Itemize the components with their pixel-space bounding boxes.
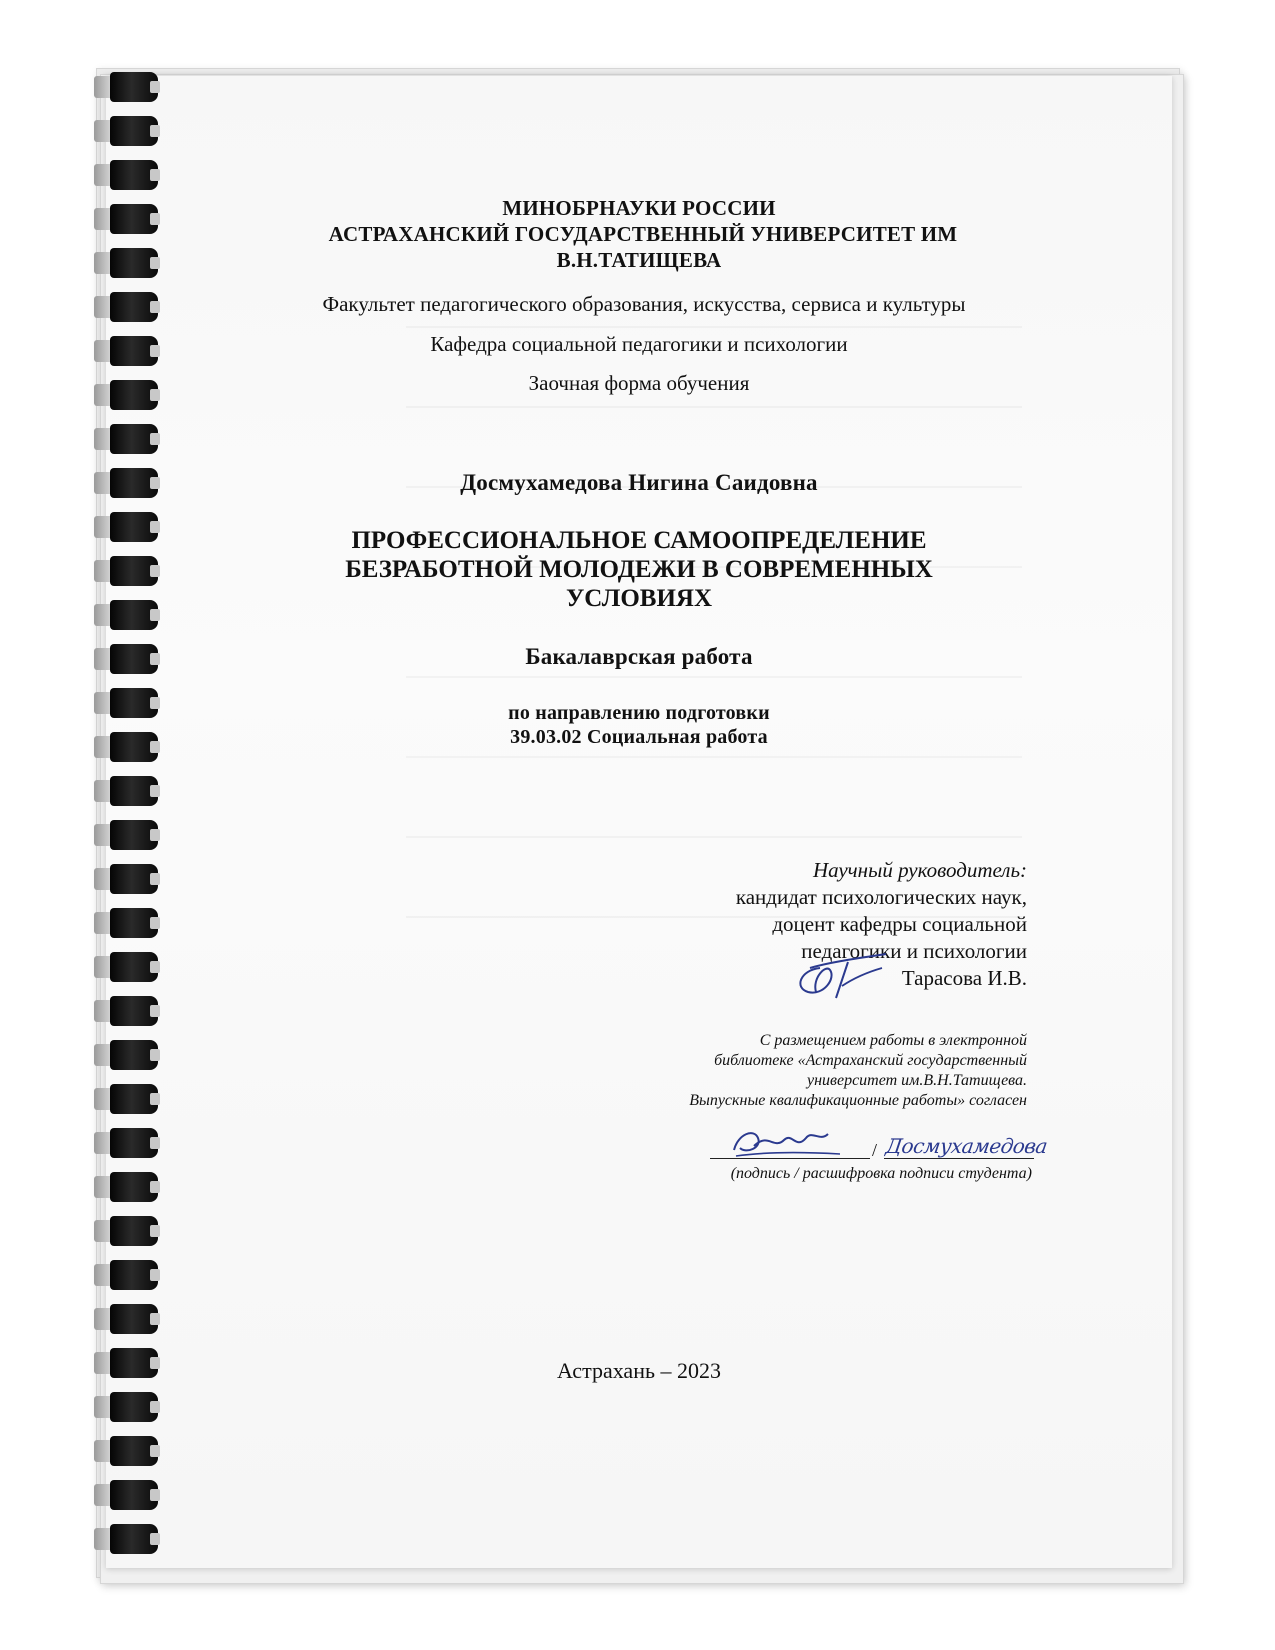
- study-form: Заочная форма обучения: [528, 371, 750, 395]
- department-name: Кафедра социальной педагогики и психологии: [430, 332, 848, 356]
- consent-line3: университет им.В.Н.Татищева.: [806, 1072, 1027, 1089]
- binding-coil: [88, 864, 160, 898]
- supervisor-name: Тарасова И.В.: [901, 966, 1027, 990]
- binding-coil: [88, 1480, 160, 1514]
- binding-coil: [88, 952, 160, 986]
- binding-coil: [88, 1040, 160, 1074]
- binding-coil: [88, 512, 160, 546]
- binding-coil: [88, 1436, 160, 1470]
- signature-decoding-line: [884, 1158, 1034, 1159]
- binding-coil: [88, 820, 160, 854]
- consent-line2: библиотеке «Астраханский государственный: [714, 1052, 1027, 1069]
- binding-coil: [88, 644, 160, 678]
- thesis-title-line3: УСЛОВИЯХ: [565, 585, 713, 612]
- binding-coil: [88, 1084, 160, 1118]
- author-name: Досмухамедова Нигина Саидовна: [460, 470, 818, 495]
- binding-coil: [88, 908, 160, 942]
- binding-coil: [88, 1216, 160, 1250]
- binding-coil: [88, 1348, 160, 1382]
- binding-coil: [88, 380, 160, 414]
- university-name-line1: АСТРАХАНСКИЙ ГОСУДАРСТВЕННЫЙ УНИВЕРСИТЕТ ИМ: [328, 222, 958, 246]
- student-handwritten-name: Досмухамедова: [884, 1134, 1049, 1158]
- student-signature: [724, 1120, 844, 1166]
- direction-label: по направлению подготовки: [508, 702, 770, 724]
- title-page-content: [106, 76, 1172, 1568]
- binding-coil: [88, 688, 160, 722]
- binding-coil: [88, 468, 160, 502]
- binding-coil: [88, 1128, 160, 1162]
- binding-coil: [88, 556, 160, 590]
- signature-separator: /: [872, 1140, 878, 1160]
- binding-coil: [88, 1392, 160, 1426]
- ministry-name: МИНОБРНАУКИ РОССИИ: [502, 196, 776, 220]
- thesis-title-line1: ПРОФЕССИОНАЛЬНОЕ САМООПРЕДЕЛЕНИЕ: [351, 527, 927, 554]
- signature-line: [710, 1158, 870, 1159]
- consent-line4: Выпускные квалификационные работы» согласен: [689, 1092, 1027, 1109]
- binding-coil: [88, 1304, 160, 1338]
- faculty-name: Факультет педагогического образования, искусства, сервиса и культуры: [322, 292, 966, 316]
- consent-line1: С размещением работы в электронной: [759, 1032, 1027, 1049]
- binding-coil: [88, 116, 160, 150]
- direction-code: 39.03.02 Социальная работа: [510, 726, 768, 748]
- work-type: Бакалаврская работа: [525, 644, 753, 669]
- binding-coil: [88, 292, 160, 326]
- thesis-title-line2: БЕЗРАБОТНОЙ МОЛОДЕЖИ В СОВРЕМЕННЫХ: [345, 556, 933, 583]
- binding-coil: [88, 160, 160, 194]
- university-name-line2: В.Н.ТАТИЩЕВА: [556, 248, 722, 272]
- binding-coil: [88, 248, 160, 282]
- binding-coil: [88, 336, 160, 370]
- binding-coil: [88, 996, 160, 1030]
- supervisor-degree: кандидат психологических наук,: [735, 885, 1027, 909]
- binding-coil: [88, 424, 160, 458]
- binding-coil: [88, 600, 160, 634]
- supervisor-position-line1: доцент кафедры социальной: [772, 912, 1027, 936]
- supervisor-label: Научный руководитель:: [812, 858, 1027, 882]
- binding-coil: [88, 776, 160, 810]
- binding-coil: [88, 1260, 160, 1294]
- binding-coil: [88, 72, 160, 106]
- binding-coil: [88, 732, 160, 766]
- binding-coil: [88, 204, 160, 238]
- signature-caption: (подпись / расшифровка подписи студента): [730, 1165, 1032, 1182]
- city-year: Астрахань – 2023: [556, 1358, 722, 1383]
- spiral-binding: [88, 72, 168, 1582]
- supervisor-position-line2: педагогики и психологии: [801, 939, 1027, 963]
- binding-coil: [88, 1524, 160, 1558]
- binding-coil: [88, 1172, 160, 1206]
